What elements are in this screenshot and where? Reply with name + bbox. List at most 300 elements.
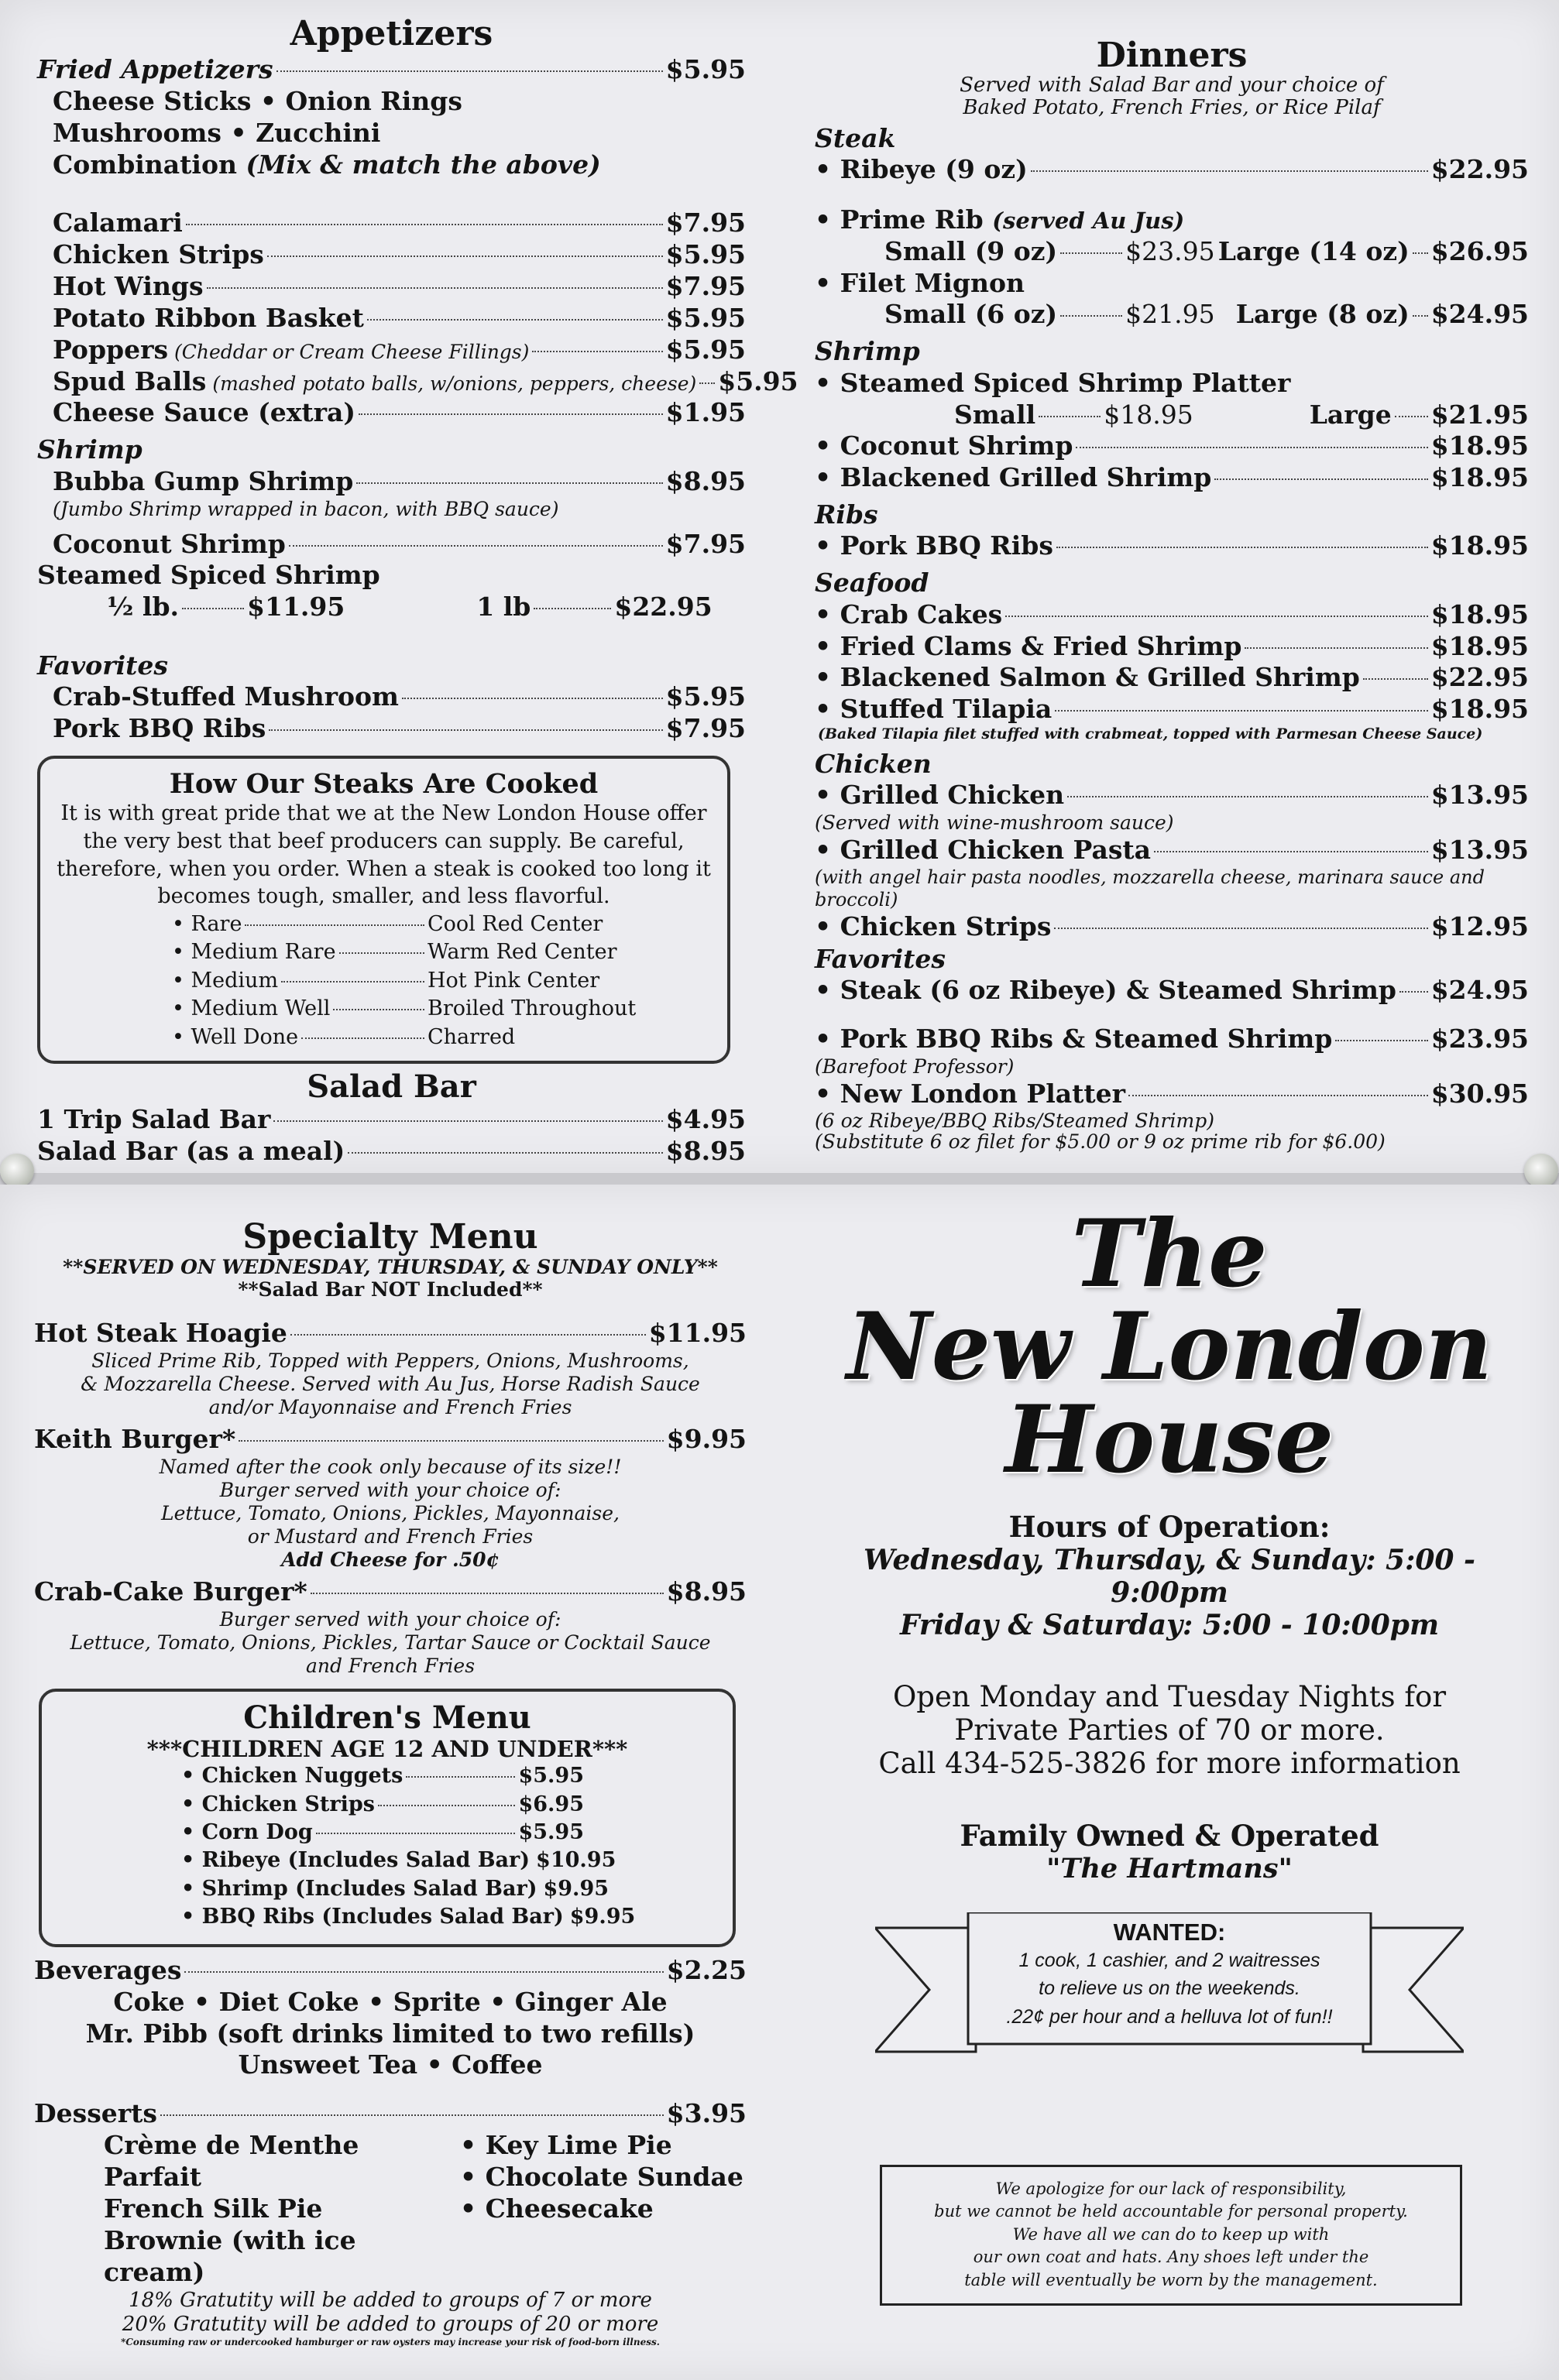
prime-rib-note: (served Au Jus) (992, 207, 1185, 234)
keith-burger-row (34, 1424, 747, 1456)
desserts-row (34, 2098, 747, 2130)
ribeye-name: • Ribeye (9 oz) (815, 153, 1028, 184)
dinner-seafood-row (815, 599, 1529, 631)
dot-leader (267, 255, 663, 257)
dot-leader (1128, 1095, 1428, 1096)
appetizer-row (37, 397, 746, 429)
childrens-item-row-value: $10.95 (536, 1848, 616, 1873)
specialty-title: Specialty Menu (242, 1217, 538, 1257)
dot-leader (1060, 315, 1122, 317)
dot-leader (186, 224, 663, 225)
doneness-row-name: • Rare (172, 911, 242, 936)
prime-rib-large: Large (14 oz) (1217, 235, 1410, 266)
dot-leader (269, 729, 662, 731)
dinner-ribs-list (815, 530, 1529, 562)
childrens-item-row (181, 1903, 636, 1931)
dot-leader (1055, 710, 1427, 712)
dot-leader (273, 1120, 662, 1122)
dot-leader (316, 1833, 516, 1834)
dot-leader (348, 1152, 662, 1154)
doneness-row (172, 911, 637, 938)
appetizer-row-note: (Cheddar or Cream Cheese Fillings) (168, 340, 530, 363)
dinners-favorites-label: Favorites (815, 943, 946, 974)
dinner-seafood-row (815, 694, 1529, 725)
steak-shrimp-row (815, 975, 1529, 1007)
childrens-item-row (181, 1791, 584, 1819)
dinners-shrimp-label: Shrimp (815, 336, 920, 367)
keith-desc-1: Named after the cook only because of its size!! (159, 1456, 622, 1479)
dinners-subtitle-2: Baked Potato, French Fries, or Rice Pilaf (963, 95, 1381, 119)
appetizer-row-price: $1.95 (665, 397, 746, 428)
childrens-age: ***CHILDREN AGE 12 AND UNDER*** (146, 1736, 628, 1763)
menu-page-bottom (0, 1185, 1559, 2380)
dinner-ribs-row-name: • Pork BBQ Ribs (815, 530, 1053, 561)
thumbtack-right (1524, 1154, 1558, 1188)
apology-line-2: but we cannot be held accountable for personal property. (934, 2202, 1408, 2221)
appetizer-row-name: Poppers (Cheddar or Cream Cheese Fillings) (53, 334, 530, 365)
dessert-item: • Key Lime Pie (460, 2130, 672, 2161)
dot-leader (1067, 796, 1428, 797)
childrens-item-row-value: $5.95 (518, 1819, 584, 1844)
brand-line-1: The (1071, 1199, 1268, 1308)
appetizer-favorites-list (37, 681, 746, 745)
dinner-seafood-row-price: $22.95 (1430, 662, 1529, 693)
coconut-shrimp-app-name: Coconut Shrimp (53, 528, 286, 559)
fried-appetizers-name: Fried Appetizers (37, 54, 273, 85)
dinner-shrimp-row (815, 430, 1529, 462)
dinner-shrimp-row-price: $18.95 (1430, 430, 1529, 461)
doneness-row-value: Hot Pink Center (428, 968, 600, 993)
wanted-text (968, 1919, 1371, 2031)
nl-platter-price: $30.95 (1430, 1078, 1529, 1109)
dessert-item: Crème de Menthe Parfait (104, 2130, 359, 2193)
chicken-pasta-price: $13.95 (1430, 835, 1529, 866)
dot-leader (301, 1037, 424, 1039)
platter-large-price: $21.95 (1430, 399, 1529, 430)
doneness-list (56, 911, 637, 1051)
dessert-item: French Silk Pie (104, 2193, 323, 2224)
appetizer-favorite-row (37, 713, 746, 745)
hours-line-2: Friday & Saturday: 5:00 - 10:00pm (899, 1609, 1440, 1641)
dinner-seafood-row-name: • Stuffed Tilapia (815, 694, 1052, 725)
dinner-seafood-row (815, 631, 1529, 663)
doneness-row (172, 1024, 637, 1051)
dinner-seafood-row-price: $18.95 (1430, 598, 1529, 629)
dot-leader (289, 545, 663, 547)
grilled-chicken-note: (Served with wine-mushroom sauce) (815, 811, 1174, 835)
dinner-ribs-row (815, 530, 1529, 562)
nl-platter-name: • New London Platter (815, 1078, 1126, 1109)
doneness-row-name: • Well Done (172, 1024, 299, 1049)
coconut-shrimp-app-price: $7.95 (665, 528, 746, 559)
appetizer-shrimp-label: Shrimp (37, 434, 143, 465)
full-lb-price: $22.95 (614, 592, 713, 622)
dot-leader (1399, 991, 1428, 993)
beverages-name: Beverages (34, 1954, 182, 1985)
dinner-shrimp-row-name: • Blackened Grilled Shrimp (815, 462, 1212, 493)
appetizer-row-price: $7.95 (665, 207, 746, 238)
wanted-line-2: to relieve us on the weekends. (1039, 1977, 1300, 2000)
childrens-item-row-name: • Chicken Strips (181, 1792, 375, 1816)
hoagie-price: $11.95 (648, 1318, 747, 1349)
dot-leader (311, 1593, 664, 1594)
appetizer-row-name: Calamari (53, 207, 183, 238)
brand-line-2: New London (846, 1292, 1492, 1401)
dinners-subtitle-1: Served with Salad Bar and your choice of (960, 74, 1384, 98)
platter-large: Large (1309, 399, 1392, 430)
salad-bar-row-price: $8.95 (665, 1135, 746, 1166)
ribs-shrimp-price: $23.95 (1430, 1023, 1529, 1054)
dinner-shrimp-row-price: $18.95 (1430, 462, 1529, 493)
apology-line-4: our own coat and hats. Any shoes left under the (973, 2248, 1369, 2267)
dot-leader (1413, 252, 1428, 254)
appetizer-list (37, 207, 798, 429)
keith-desc-4: or Mustard and French Fries (247, 1525, 534, 1548)
appetizer-favorite-row-price: $5.95 (665, 681, 746, 712)
salad-bar-row (37, 1104, 746, 1136)
dot-leader (281, 981, 424, 983)
childrens-list (57, 1762, 636, 1932)
appetizer-row-name: Chicken Strips (53, 238, 264, 269)
dessert-item: Brownie (with ice cream) (104, 2224, 356, 2287)
call-line: Call 434-525-3826 for more information (878, 1747, 1461, 1780)
thumbtack-left (0, 1154, 34, 1188)
chicken-pasta-name: • Grilled Chicken Pasta (815, 835, 1152, 866)
dinner-seafood-row-price: $18.95 (1430, 694, 1529, 725)
platter-small-price: $18.95 (1104, 399, 1193, 430)
wanted-title: WANTED: (1113, 1919, 1226, 1946)
dot-leader (245, 924, 424, 926)
appetizer-row-name: Hot Wings (53, 270, 204, 301)
filet-small-price: $21.95 (1125, 299, 1215, 330)
keith-desc-2: Burger served with your choice of: (219, 1479, 561, 1502)
prime-rib-label: • Prime Rib (815, 204, 984, 235)
dot-leader (356, 482, 662, 484)
ribeye-price: $22.95 (1430, 153, 1529, 184)
specialty-salad-note: **Salad Bar NOT Included** (238, 1278, 543, 1301)
dot-leader (182, 608, 244, 609)
prime-rib-large-price: $26.95 (1430, 235, 1529, 266)
prime-rib-small-price: $23.95 (1125, 235, 1215, 266)
restaurant-info (821, 1199, 1518, 1884)
childrens-item-row-value: $6.95 (518, 1792, 584, 1816)
hoagie-desc-1: Sliced Prime Rib, Topped with Peppers, Onions, Mushrooms, (91, 1349, 689, 1373)
steamed-shrimp-sizes-row (37, 592, 746, 623)
dot-leader (207, 287, 663, 289)
childrens-item-row-value: $9.95 (543, 1876, 610, 1901)
doneness-row-value: Charred (428, 1024, 516, 1049)
fried-line-2: Mushrooms • Zucchini (53, 118, 381, 149)
filet-large: Large (8 oz) (1235, 299, 1410, 330)
dot-leader (1214, 478, 1427, 480)
prime-rib-sizes (815, 236, 1529, 268)
childrens-item-row-name: • Corn Dog (181, 1819, 313, 1844)
chicken-pasta-row (815, 835, 1529, 866)
dot-leader (1031, 170, 1428, 172)
dot-leader (1245, 647, 1427, 649)
bubba-gump-name: Bubba Gump Shrimp (53, 465, 354, 496)
filet-large-price: $24.95 (1430, 299, 1529, 330)
dot-leader (239, 1440, 663, 1442)
shrimp-platter-name: • Steamed Spiced Shrimp Platter (815, 367, 1291, 398)
appetizer-favorite-row-name: Crab-Stuffed Mushroom (53, 681, 399, 712)
dinner-shrimp-list (815, 430, 1529, 494)
steamed-shrimp-app-name: Steamed Spiced Shrimp (37, 560, 380, 591)
nl-platter-note-2: (Substitute 6 oz filet for $5.00 or 9 oz prime rib for $6.00) (815, 1130, 1386, 1154)
family-owned: Family Owned & Operated (960, 1819, 1379, 1853)
desserts-left (104, 2130, 460, 2289)
steak-doneness-box (37, 756, 730, 1064)
platter-small: Small (954, 399, 1036, 430)
dot-leader (339, 952, 424, 954)
desserts-right (460, 2130, 743, 2289)
apology-line-1: We apologize for our lack of responsibility, (995, 2179, 1347, 2198)
open-line-1: Open Monday and Tuesday Nights for (892, 1680, 1447, 1713)
dot-leader (290, 1334, 646, 1336)
childrens-item-row-name: • Shrimp (Includes Salad Bar) (181, 1876, 537, 1901)
dot-leader (534, 608, 611, 609)
half-lb-price: $11.95 (247, 592, 345, 622)
gratuity-2: 20% Gratutity will be added to groups of 20 or more (122, 2312, 659, 2336)
food-warning: *Consuming raw or undercooked hamburger or raw oysters may increase your risk of food-born illness. (121, 2337, 660, 2348)
dot-leader (276, 70, 663, 72)
steak-shrimp-name: • Steak (6 oz Ribeye) & Steamed Shrimp (815, 974, 1396, 1005)
dot-leader (1039, 416, 1101, 417)
hoagie-name: Hot Steak Hoagie (34, 1318, 287, 1349)
salad-bar-title: Salad Bar (307, 1068, 476, 1105)
chicken-strips-row (815, 911, 1529, 943)
dot-leader (378, 1805, 516, 1806)
appetizer-row-name: Potato Ribbon Basket (53, 302, 364, 333)
dinner-seafood-list (815, 599, 1529, 726)
owners-name: "The Hartmans" (1046, 1853, 1293, 1884)
wanted-line-3: .22¢ per hour and a helluva lot of fun!! (1006, 2005, 1333, 2028)
childrens-item-row-name: • BBQ Ribs (Includes Salad Bar) (181, 1905, 564, 1929)
hoagie-row (34, 1318, 747, 1349)
dot-leader (1056, 547, 1428, 548)
dot-leader (699, 382, 715, 384)
childrens-item-row (181, 1875, 610, 1903)
appetizer-row-price: $5.95 (665, 238, 746, 269)
appetizer-row-note: (mashed potato balls, w/onions, peppers, cheese) (206, 372, 697, 395)
childrens-item-row (181, 1762, 584, 1790)
appetizer-favorites-label: Favorites (37, 650, 168, 681)
doneness-row-name: • Medium Well (172, 996, 331, 1021)
dinner-shrimp-row-name: • Coconut Shrimp (815, 430, 1073, 461)
desserts-name: Desserts (34, 2098, 157, 2129)
keith-burger-name: Keith Burger* (34, 1424, 236, 1455)
fried-appetizers-price: $5.95 (665, 54, 746, 85)
apology-line-3: We have all we can do to keep up with (1012, 2224, 1330, 2244)
dot-leader (1060, 252, 1122, 254)
dinner-shrimp-row (815, 462, 1529, 494)
apology-box (880, 2165, 1462, 2306)
doneness-row-name: • Medium (172, 968, 279, 993)
salad-bar-row-name: Salad Bar (as a meal) (37, 1135, 345, 1166)
dot-leader (1054, 928, 1427, 929)
dot-leader (367, 319, 663, 321)
appetizer-row-price: $5.95 (665, 302, 746, 333)
bubba-gump-desc: (Jumbo Shrimp wrapped in bacon, with BBQ sauce) (53, 497, 559, 520)
hours-title: Hours of Operation: (1008, 1510, 1331, 1544)
filet-sizes (815, 299, 1529, 331)
desserts-grid (34, 2130, 747, 2289)
dinner-seafood-row-name: • Fried Clams & Fried Shrimp (815, 630, 1242, 661)
salad-bar-row (37, 1136, 746, 1168)
hoagie-desc-3: and/or Mayonnaise and French Fries (208, 1396, 572, 1419)
coconut-shrimp-app-row (37, 529, 746, 561)
beverages-line-2: Mr. Pibb (soft drinks limited to two refills) (85, 2018, 695, 2049)
appetizer-row (37, 239, 746, 271)
appetizer-row (37, 271, 746, 303)
salad-bar-row-name: 1 Trip Salad Bar (37, 1103, 271, 1134)
appetizer-row-name: Spud Balls (mashed potato balls, w/onions, peppers, cheese) (53, 365, 697, 396)
appetizer-row-name: Cheese Sauce (extra) (53, 397, 356, 428)
doneness-row (172, 967, 637, 995)
desserts-price: $3.95 (666, 2098, 747, 2129)
crab-desc-3: and French Fries (305, 1655, 476, 1678)
dot-leader (1005, 616, 1427, 617)
appetizer-favorite-row-name: Pork BBQ Ribs (53, 713, 266, 744)
childrens-item-row-name: • Chicken Nuggets (181, 1764, 403, 1788)
nl-platter-row (815, 1079, 1529, 1110)
fried-line-1: Cheese Sticks • Onion Rings (53, 86, 462, 117)
dinner-seafood-row-name: • Blackened Salmon & Grilled Shrimp (815, 662, 1360, 693)
filet-name: • Filet Mignon (815, 267, 1025, 298)
combination-note: (Mix & match the above) (246, 149, 601, 180)
dot-leader (160, 2114, 664, 2116)
crab-burger-row (34, 1576, 747, 1608)
dot-leader (1413, 315, 1428, 317)
fried-line-3 (37, 149, 746, 181)
dot-leader (532, 351, 662, 352)
dinners-section (815, 37, 1529, 1153)
keith-desc-5: Add Cheese for .50¢ (281, 1548, 500, 1572)
grilled-chicken-price: $13.95 (1430, 780, 1529, 811)
wanted-line-1: 1 cook, 1 cashier, and 2 waitresses (1018, 1950, 1320, 1971)
dinners-title: Dinners (1096, 36, 1248, 75)
ribs-shrimp-note: (Barefoot Professor) (815, 1055, 1015, 1078)
dessert-item: • Chocolate Sundae (460, 2162, 743, 2193)
childrens-item-row (181, 1819, 584, 1847)
keith-desc-3: Lettuce, Tomato, Onions, Pickles, Mayonnaise, (161, 1502, 620, 1525)
dot-leader (1395, 416, 1428, 417)
open-line-2: Private Parties of 70 or more. (954, 1713, 1385, 1747)
chicken-pasta-note: (with angel hair pasta noodles, mozzarella cheese, marinara sauce and broccoli) (815, 866, 1485, 911)
appetizer-row (37, 303, 746, 334)
appetizer-favorite-row (37, 681, 746, 713)
doneness-row (172, 938, 637, 966)
appetizer-row (37, 365, 798, 398)
filet-small: Small (6 oz) (884, 299, 1058, 330)
crab-burger-price: $8.95 (666, 1576, 747, 1607)
crab-burger-name: Crab-Cake Burger* (34, 1576, 307, 1607)
appetizer-row-price: $5.95 (665, 334, 746, 365)
dot-leader (333, 1009, 424, 1010)
keith-burger-price: $9.95 (666, 1424, 747, 1455)
specialty-days: **SERVED ON WEDNESDAY, THURSDAY, & SUNDAY ONLY** (63, 1256, 718, 1279)
beverages-line-3: Unsweet Tea • Coffee (238, 2049, 543, 2080)
chicken-strips-price: $12.95 (1430, 911, 1529, 941)
dinner-seafood-row (815, 662, 1529, 694)
childrens-item-row-value: $5.95 (518, 1764, 584, 1788)
childrens-item-row-value: $9.95 (569, 1905, 636, 1929)
grilled-chicken-name: • Grilled Chicken (815, 780, 1065, 811)
dot-leader (184, 1971, 663, 1973)
menu-page-top (0, 0, 1559, 1173)
dot-leader (359, 413, 663, 415)
steak-box-text: It is with great pride that we at the New London House offer the very best that beef producers can supply. Be careful, therefore, when you order. When a steak is cooked too long it becomes tough, smaller, and less flavorful. (57, 801, 711, 909)
gratuity-1: 18% Gratutity will be added to groups of 7 or more (129, 2288, 652, 2312)
beverages-row (34, 1955, 747, 1987)
appetizers-title: Appetizers (290, 14, 493, 53)
apology-line-5: table will eventually be worn by the management. (964, 2270, 1378, 2289)
appetizer-favorite-row-price: $7.95 (665, 713, 746, 744)
brand-line-3: House (1004, 1385, 1334, 1494)
dinner-seafood-row-price: $18.95 (1430, 630, 1529, 661)
bubba-gump-price: $8.95 (665, 465, 746, 496)
tilapia-note: (Baked Tilapia filet stuffed with crabmeat, topped with Parmesan Cheese Sauce) (818, 725, 1483, 743)
hours-line-1: Wednesday, Thursday, & Sunday: 5:00 - 9:00pm (864, 1544, 1475, 1609)
childrens-item-row-name: • Ribeye (Includes Salad Bar) (181, 1848, 531, 1873)
steak-box-title: How Our Steaks Are Cooked (169, 768, 599, 801)
childrens-menu-box (39, 1689, 736, 1947)
appetizer-row-price: $5.95 (718, 365, 798, 396)
ribs-shrimp-row (815, 1024, 1529, 1055)
dinners-seafood-label: Seafood (815, 568, 929, 598)
shrimp-platter-sizes (815, 400, 1529, 431)
doneness-row-value: Broiled Throughout (428, 996, 637, 1021)
ribs-shrimp-name: • Pork BBQ Ribs & Steamed Shrimp (815, 1023, 1333, 1054)
dinner-seafood-row-name: • Crab Cakes (815, 598, 1003, 629)
bubba-gump-row (37, 466, 746, 498)
half-lb-label: ½ lb. (107, 592, 180, 622)
steak-shrimp-price: $24.95 (1430, 974, 1529, 1005)
crab-desc-1: Burger served with your choice of: (219, 1608, 561, 1631)
doneness-row-value: Warm Red Center (428, 940, 617, 965)
nl-platter-note-1: (6 oz Ribeye/BBQ Ribs/Steamed Shrimp) (815, 1109, 1214, 1132)
appetizer-row (37, 207, 746, 239)
grilled-chicken-row (815, 780, 1529, 811)
prime-rib-name (815, 204, 1529, 236)
salad-bar-row-price: $4.95 (665, 1103, 746, 1134)
hoagie-desc-2: & Mozzarella Cheese. Served with Au Jus, Horse Radish Sauce (81, 1373, 700, 1396)
prime-rib-small: Small (9 oz) (884, 235, 1058, 266)
dot-leader (1076, 447, 1427, 448)
childrens-item-row (181, 1847, 616, 1874)
dinner-ribs-row-price: $18.95 (1430, 530, 1529, 561)
dot-leader (406, 1776, 515, 1778)
appetizer-row (37, 334, 746, 366)
dinners-chicken-label: Chicken (815, 749, 932, 780)
doneness-row (172, 995, 637, 1023)
salad-bar-list (37, 1104, 746, 1168)
crab-desc-2: Lettuce, Tomato, Onions, Pickles, Tartar Sauce or Cocktail Sauce (70, 1631, 711, 1655)
beverages-price: $2.25 (666, 1954, 747, 1985)
full-lb-label: 1 lb (476, 592, 531, 622)
doneness-row-name: • Medium Rare (172, 940, 336, 965)
beverages-line-1: Coke • Diet Coke • Sprite • Ginger Ale (113, 1986, 668, 2017)
dessert-item: • Cheesecake (460, 2193, 654, 2224)
dot-leader (402, 698, 663, 699)
dot-leader (1335, 1040, 1427, 1041)
dinners-steak-label: Steak (815, 122, 896, 153)
specialty-section (34, 1219, 747, 2348)
ribeye-row (815, 154, 1529, 186)
chicken-strips-name: • Chicken Strips (815, 911, 1052, 941)
appetizers-section (37, 14, 798, 1168)
childrens-title: Children's Menu (243, 1699, 531, 1737)
